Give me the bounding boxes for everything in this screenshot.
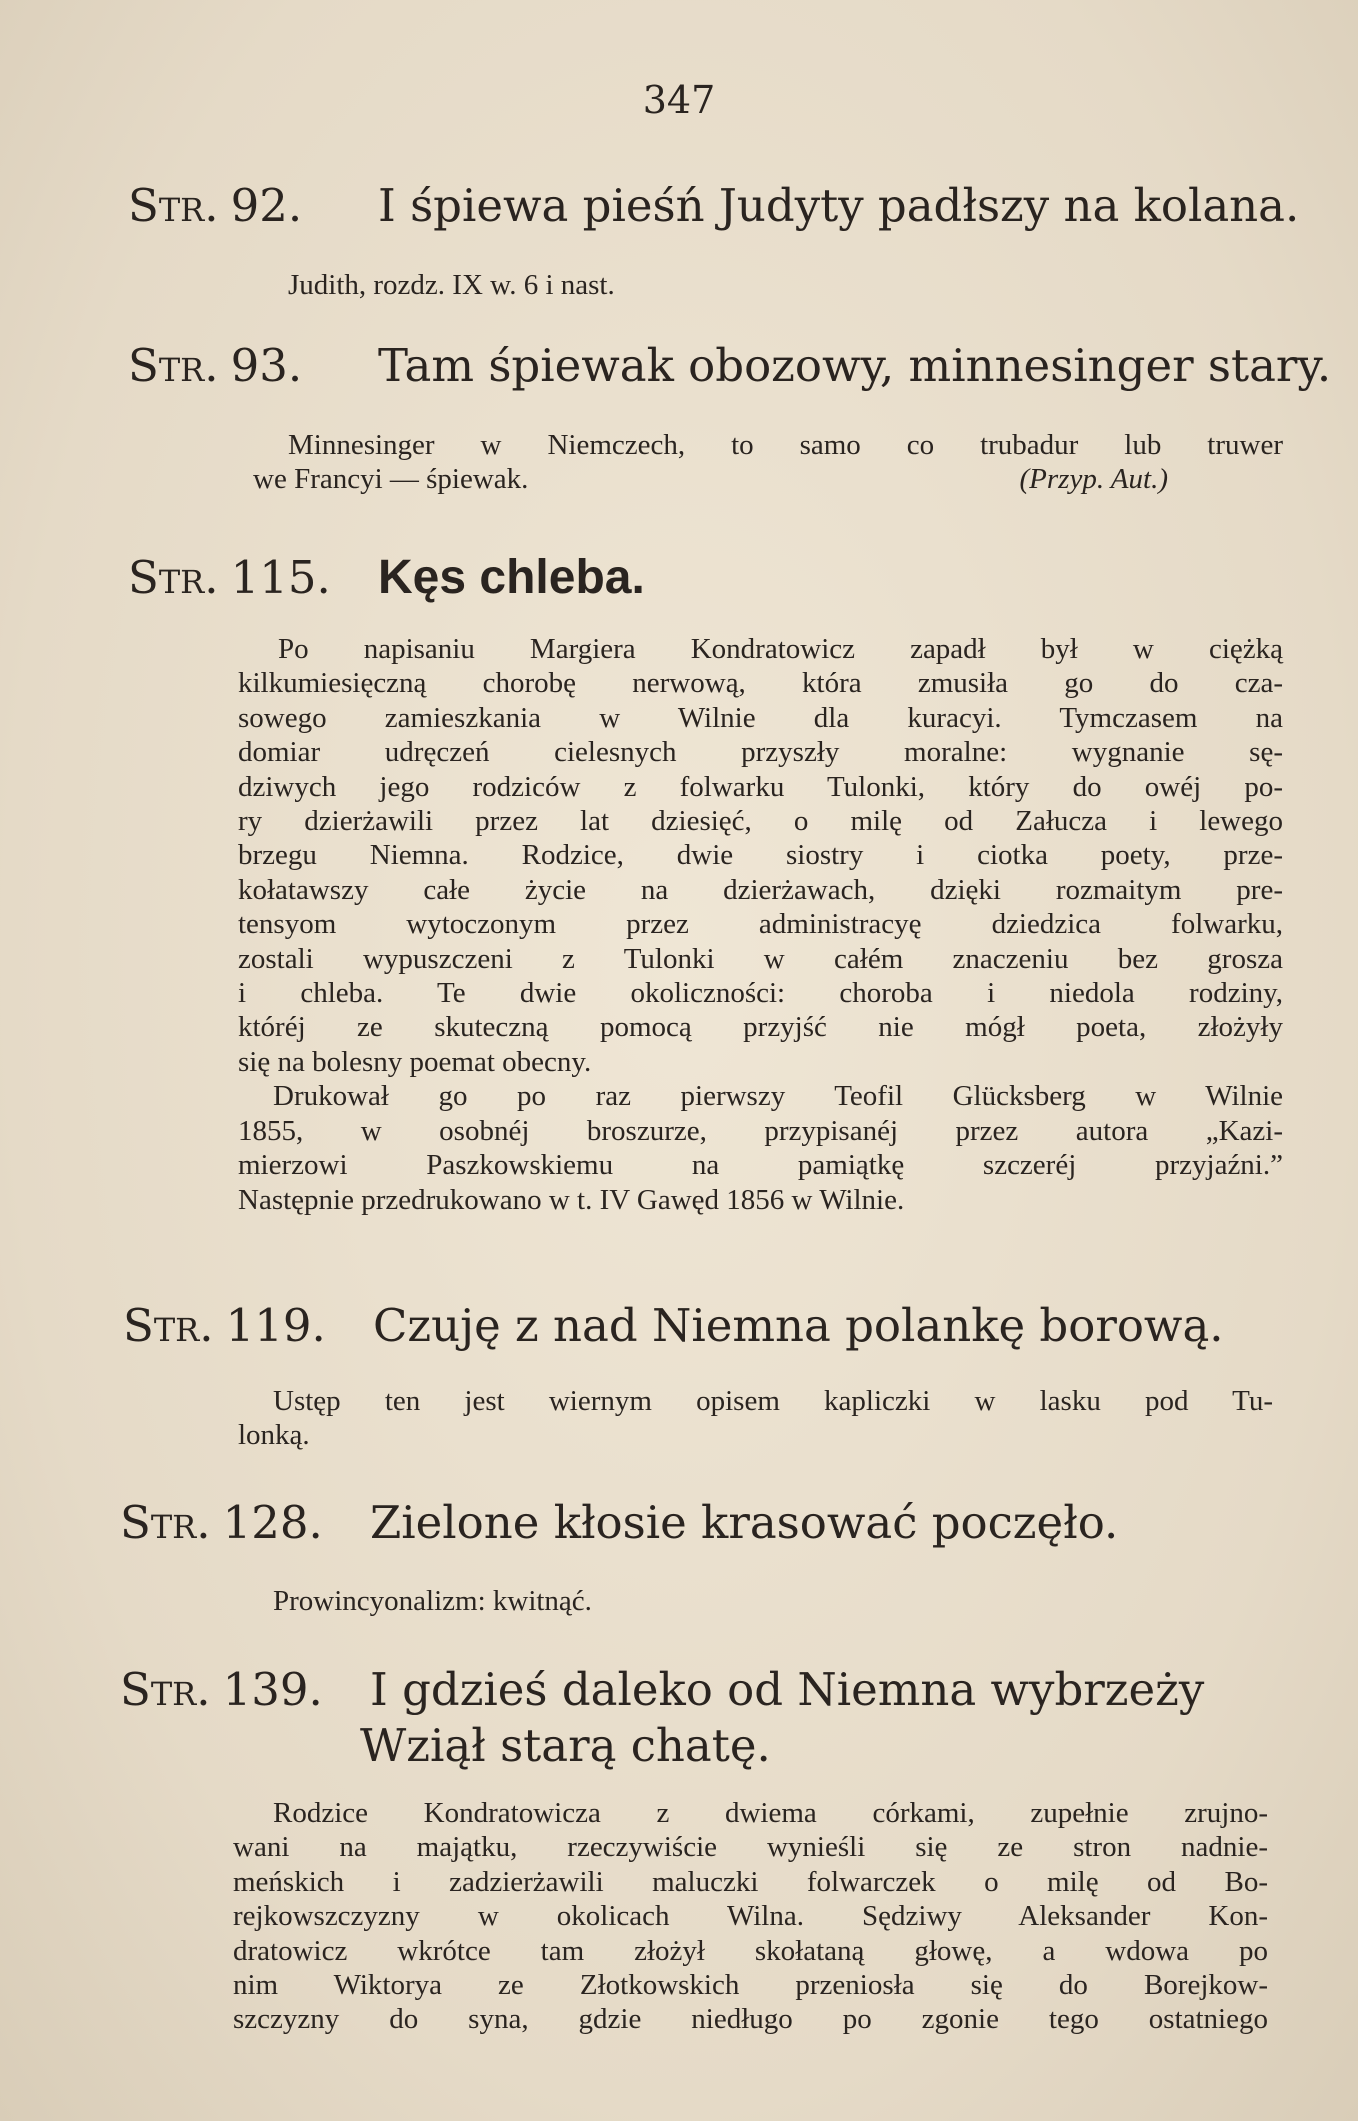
quoted-verse: Tam śpiewak obozowy, minnesinger stary. xyxy=(378,339,1332,392)
footnote-text: Rodzice Kondratowicza z dwiema córkami, zupełnie zrujno- wani na majątku, rzeczywiście wynieśli się ze stron nadnie- meńskich i zadzierżawili maluczki folwarczek o milę od Bo- rejkowszczyzny w okolicach Wilna. Sędziwy Aleksander Kon- dratowicz wkrótce tam złożył skołataną głowę, a wdowa po nim Wiktorya ze Złotkowskich przeniosła się do Borejkow- szczyzny do syna, gdzie niedługo po zgonie tego ostatniego xyxy=(233,1797,1268,2036)
page-reference: Str. 139. xyxy=(120,1663,323,1716)
entry-heading xyxy=(128,338,1332,394)
page-reference: Str. 115. xyxy=(128,551,331,604)
entry-heading xyxy=(128,550,1288,606)
footnote-text: Minnesinger w Niemczech, to samo co trubadur lub truwer we Francyi — śpiewak. (Przyp. Aut.) xyxy=(253,429,1283,496)
quoted-verse: I śpiewa pieśń Judyty padłszy na kolana. xyxy=(378,179,1300,232)
entry-heading xyxy=(128,178,1300,234)
page-reference: Str. 128. xyxy=(120,1496,323,1549)
attribution: (Przyp. Aut.) xyxy=(1019,463,1168,496)
quoted-verse: Zielone kłosie krasować poczęło. xyxy=(370,1496,1119,1549)
page-reference: Str. 93. xyxy=(128,339,303,392)
footnote-text: Ustęp ten jest wiernym opisem kapliczki w lasku pod Tu- lonką. xyxy=(238,1385,1273,1452)
entry-heading xyxy=(120,1495,1288,1551)
quoted-verse: Kęs chleba. xyxy=(378,551,645,604)
footnote-text: Prowincyonalizm: kwitnąć. xyxy=(273,1585,592,1617)
entry-heading xyxy=(123,1298,1288,1354)
page-reference: Str. 119. xyxy=(123,1299,326,1352)
quoted-verse: I gdzieś daleko od Niemna wybrzeży Wziął starą chatę. xyxy=(360,1663,1205,1772)
footnote-text: Judith, rozdz. IX w. 6 i nast. xyxy=(288,269,615,301)
entry-heading xyxy=(120,1662,1288,1774)
page-reference: Str. 92. xyxy=(128,179,303,232)
footnote-text: Po napisaniu Margiera Kondratowicz zapadł był w ciężką kilkumiesięczną chorobę nerwową, która zmusiła go do cza- sowego zamieszkania w Wilnie dla kuracyi. Tymczasem na domiar udręczeń cielesnych przyszły moralne: wygnanie sę- dziwych jego rodziców z folwarku Tulonki, który do owéj po- ry dzierżawili przez lat dziesięć, o milę od Załucza i lewego brzegu Niemna. Rodzice, dwie siostry i ciotka poety, prze- kołatawszy całe życie na dzierżawach, dzięki rozmaitym pre- tensyom wytoczonym przez administracyę dziedzica folwarku, zostali wypuszczeni z Tulonki w całém znaczeniu bez grosza i chleba. Te dwie okoliczności: choroba i niedola rodziny, któréj ze skuteczną pomocą przyjść nie mógł poeta, złożyły się na bolesny poemat obecny. Drukował go po raz pierwszy Teofil Glücksberg w Wilnie 1855, w osobnéj broszurze, przypisanéj przez autora „Kazi- mierzowi Paszkowskiemu na pamiątkę szczeréj przyjaźni.” Następnie przedrukowano w t. IV Gawęd 1856 w Wilnie. xyxy=(238,633,1283,1216)
page-number: 347 xyxy=(642,78,716,122)
quoted-verse: Czuję z nad Niemna polankę borową. xyxy=(373,1299,1224,1352)
